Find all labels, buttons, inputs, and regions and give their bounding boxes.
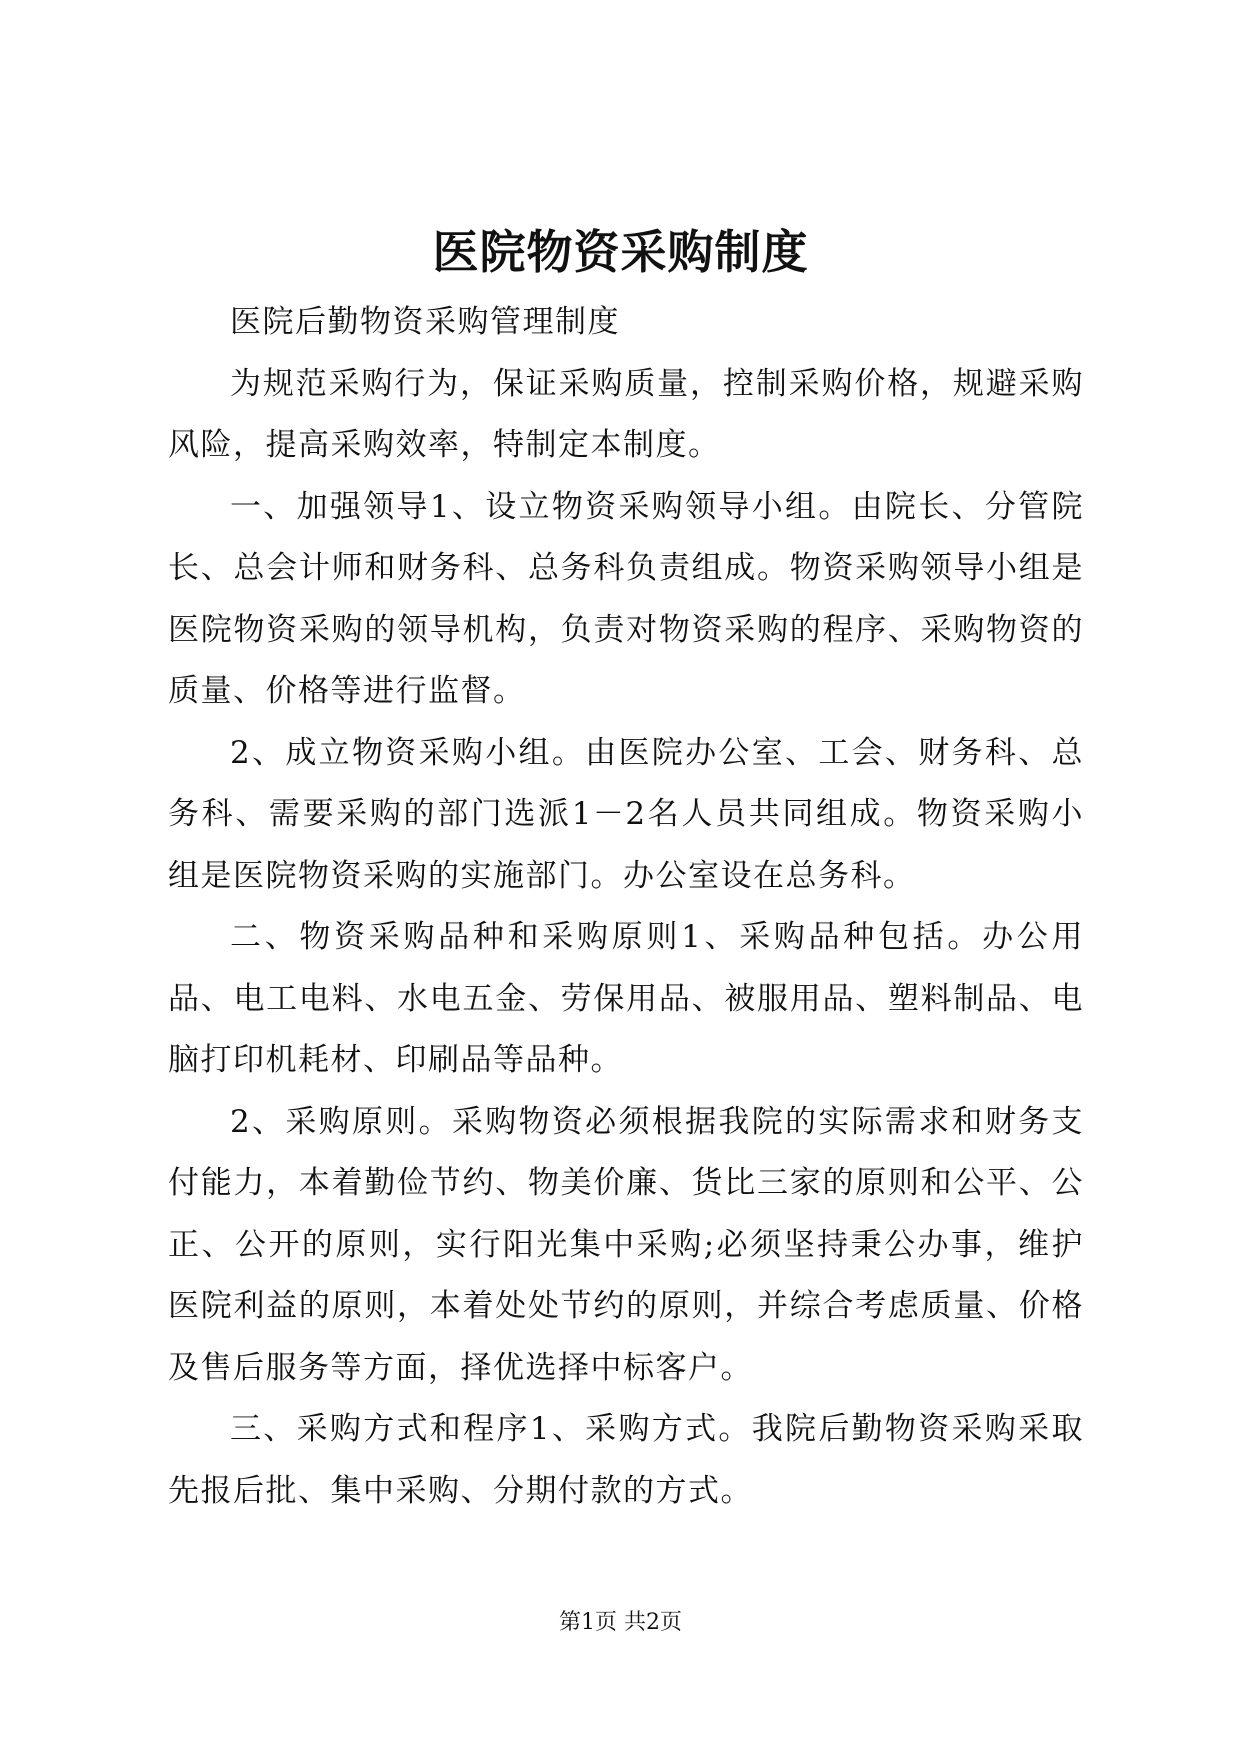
- document-body: [168, 292, 1084, 1522]
- body-paragraph: 2、成立物资采购小组。由医院办公室、工会、财务科、总务科、需要采购的部门选派1－2名人员共同组成。物资采购小组是医院物资采购的实施部门。办公室设在总务科。: [168, 734, 1084, 894]
- body-paragraph: 三、采购方式和程序1、采购方式。我院后勤物资采购采取先报后批、集中采购、分期付款的方式。: [168, 1411, 1084, 1509]
- body-paragraph: 2、采购原则。采购物资必须根据我院的实际需求和财务支付能力，本着勤俭节约、物美价廉、货比三家的原则和公平、公正、公开的原则，实行阳光集中采购;必须坚持秉公办事，维护医院利益的原则，本着处处节约的原则，并综合考虑质量、价格及售后服务等方面，择优选择中标客户。: [168, 1103, 1084, 1386]
- body-paragraph: 一、加强领导1、设立物资采购领导小组。由院长、分管院长、总会计师和财务科、总务科负责组成。物资采购领导小组是医院物资采购的领导机构，负责对物资采购的程序、采购物资的质量、价格等进行监督。: [168, 488, 1084, 709]
- document-title: 医院物资采购制度: [432, 225, 809, 279]
- body-paragraph: 为规范采购行为，保证采购质量，控制采购价格，规避采购风险，提高采购效率，特制定本制度。: [168, 365, 1084, 463]
- page-number-footer: 第1页 共2页: [559, 1610, 682, 1635]
- subtitle-paragraph: 医院后勤物资采购管理制度: [230, 304, 620, 340]
- body-paragraph: 二、物资采购品种和采购原则1、采购品种包括。办公用品、电工电料、水电五金、劳保用品、被服用品、塑料制品、电脑打印机耗材、印刷品等品种。: [168, 919, 1084, 1078]
